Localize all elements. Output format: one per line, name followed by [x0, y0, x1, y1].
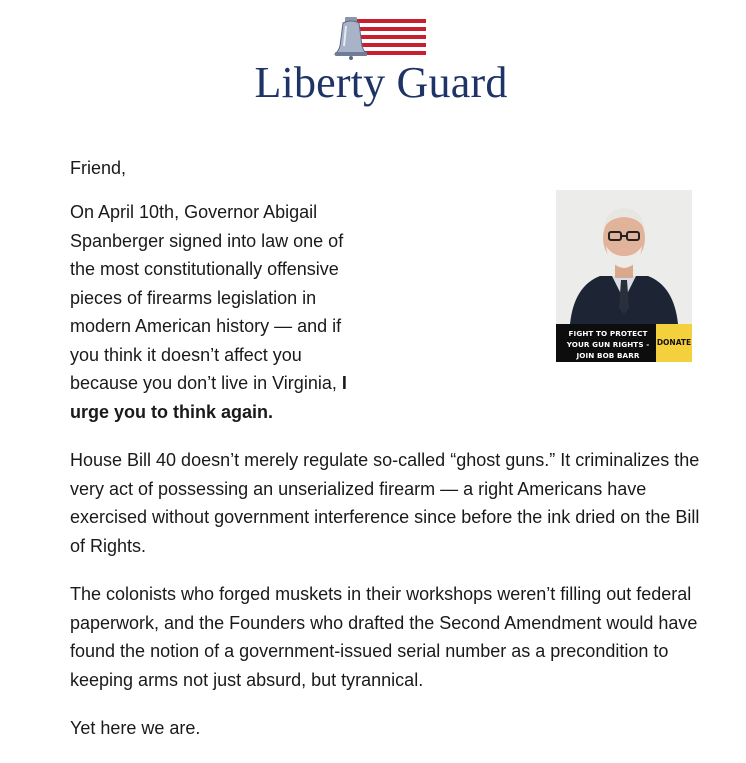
greeting: Friend, [70, 158, 127, 178]
newsletter-header [0, 0, 746, 120]
donate-button[interactable]: DONATE [656, 324, 692, 362]
paragraph-intro-text: On April 10th, Governor Abigail Spanberger signed into law one of the most constitutionally offensive pieces of firearms legislation in modern American history — and if you think it doesn’t affect you because you don’t live in Virginia, [70, 202, 344, 393]
paragraph-intro [70, 198, 370, 426]
speaker-portrait-image [556, 190, 692, 324]
paragraph-intro-emphasis: I urge you to think again. [70, 373, 347, 422]
ad-tagline: FIGHT TO PROTECT YOUR GUN RIGHTS - JOIN BOB BARR [566, 329, 650, 360]
paragraph-house-bill: House Bill 40 doesn’t merely regulate so-called “ghost guns.” It criminalizes the very act of possessing an unserialized firearm — a right Americans have exercised without government interference since before the ink dried on the Bill of Rights. [70, 450, 700, 556]
liberty-bell-flag-icon [332, 16, 428, 60]
ad-banner [556, 324, 692, 362]
donate-ad[interactable] [556, 190, 692, 362]
brand-name: Liberty Guard [254, 58, 508, 107]
paragraph-colonists: The colonists who forged muskets in their workshops weren’t filling out federal paperwork, and the Founders who drafted the Second Amendment would have found the notion of a government-issued serial number as a precondition to keeping arms not just absurd, but tyrannical. [70, 584, 698, 690]
paragraph-closing: Yet here we are. [70, 718, 201, 738]
